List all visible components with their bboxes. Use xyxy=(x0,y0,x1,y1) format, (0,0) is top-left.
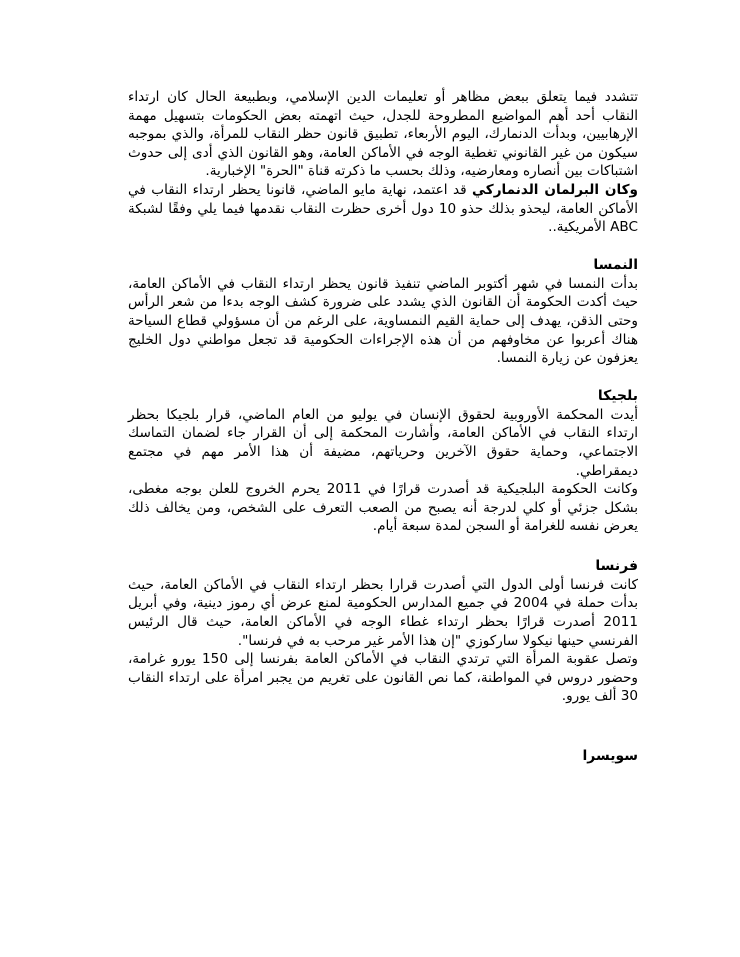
france-paragraph-2: وتصل عقوبة المرأة التي ترتدي النقاب في الأماكن العامة بفرنسا إلى 150 يورو غرامة، وحضور دروس في المواطنة، كما نص القانون على تغريم من يجبر امرأة على ارتداء النقاب 30 ألف يورو. xyxy=(128,651,638,705)
section-heading-belgium: بلجيكا xyxy=(597,387,638,404)
danish-parliament-text: قد اعتمد، نهاية مايو الماضي، قانونا يحظر ارتداء النقاب في الأماكن العامة، ليحذو بذلك حذو 10 دول أخرى حظرت النقاب نقدمها فيما يلي وفقًا لشبكة ABC الأمريكية.. xyxy=(128,181,639,236)
belgium-paragraph-1: أيدت المحكمة الأوروبية لحقوق الإنسان في يوليو من العام الماضي، قرار بلجيكا بحظر ارتداء النقاب في الأماكن العامة، وأشارت المحكمة إلى أن القرار جاء لضمان التماسك الاجتماعي، وحماية حقوق الآخرين وحرياتهم، مضيفة أن هذا الأمر مهم في مجتمع ديمقراطي. xyxy=(128,406,638,479)
france-paragraph-1: كانت فرنسا أولى الدول التي أصدرت قرارا بحظر ارتداء النقاب في الأماكن العامة، حيث بدأت حملة في 2004 في جميع المدارس الحكومية لمنع عرض أي رموز دينية، وفي أبريل 2011 أصدرت قرارًا بحظر ارتداء غطاء الوجه في الأماكن العامة، حيث قال الرئيس الفرنسي حينها نيكولا ساركوزي "إن هذا الأمر غير مرحب به في فرنسا". xyxy=(128,576,638,649)
section-spacer xyxy=(128,237,638,255)
section-heading-switzerland: سويسرا xyxy=(582,748,638,765)
belgium-paragraph-2: وكانت الحكومة البلجيكية قد أصدرت قرارًا في 2011 يحرم الخروج للعلن بوجه مغطى، بشكل جزئي أو كلي لدرجة أنه يصبح من الصعب التعرف على الشخص، ومن يخالف ذلك يعرض نفسه للغرامة أو السجن لمدة سبعة أيام. xyxy=(128,481,638,535)
danish-parliament-lead: وكان البرلمان الدنماركي xyxy=(472,181,638,198)
section-heading-austria: النمسا xyxy=(593,256,638,273)
section-spacer xyxy=(128,536,638,556)
section-spacer xyxy=(128,706,638,746)
article-body xyxy=(128,88,638,766)
danish-parliament-paragraph xyxy=(128,181,638,237)
section-heading-france: فرنسا xyxy=(595,557,638,574)
austria-paragraph: بدأت النمسا في شهر أكتوبر الماضي تنفيذ قانون يحظر ارتداء النقاب في الأماكن العامة، حيث أكدت الحكومة أن القانون الذي يشدد على ضرورة كشف الوجه بدءا من شعر الرأس وحتى الذقن، يهدف إلى حماية القيم النمساوية، على الرغم من أن مسؤولي قطاع السياحة هناك أعربوا عن مخاوفهم من أن هذه الإجراءات الحكومية قد تجعل مواطني دول الخليج يعزفون عن زيارة النمسا. xyxy=(128,275,638,367)
intro-paragraph: تتشدد فيما يتعلق ببعض مظاهر أو تعليمات الدين الإسلامي، وبطبيعة الحال كان ارتداء النقاب أحد أهم المواضيع المطروحة للجدل، حيث اتهمته بعض الحكومات بتسهيل مهمة الإرهابيين، وبدأت الدنمارك، اليوم الأربعاء، تطبيق قانون حظر النقاب للمرأة، والذي بموجبه سيكون من غير القانوني تغطية الوجه في الأماكن العامة، وهو القانون الذي أدى إلى حدوث اشتباكات بين أنصاره ومعارضيه، وذلك بحسب ما ذكرته قناة "الحرة" الإخبارية. xyxy=(128,89,638,180)
section-spacer xyxy=(128,368,638,386)
